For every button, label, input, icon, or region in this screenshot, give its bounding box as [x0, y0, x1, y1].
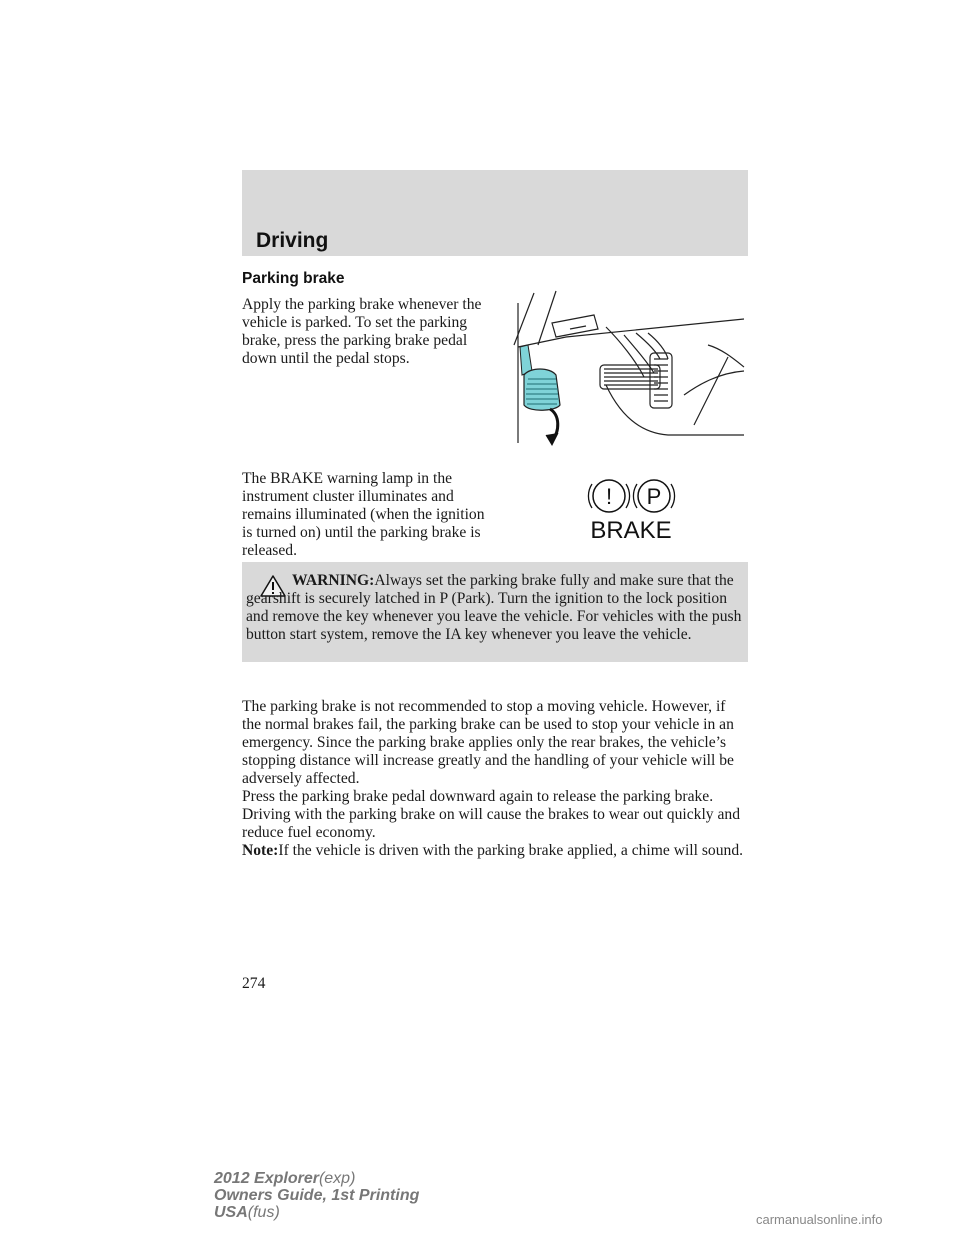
- watermark: carmanualsonline.info: [756, 1212, 883, 1227]
- parking-brake-pedal-icon: [508, 285, 748, 450]
- warning-label: WARNING:: [292, 572, 375, 589]
- warning-text: [246, 572, 746, 644]
- section-header-title: Driving: [256, 229, 329, 252]
- paragraph-set-parking-brake: Apply the parking brake whenever the vehicle is parked. To set the parking brake, press the parking brake pedal down until the pedal stops.: [242, 296, 482, 367]
- warning-body: Always set the parking brake fully and make sure that the gearshift is securely latched in P (Park). Turn the ignition to the lock position and remove the key whenever you leave the vehicle. For vehicles with the push button start system, remove the IA key whenever you leave the vehicle.: [246, 572, 742, 643]
- brake-lamp-exclamation: !: [605, 484, 613, 509]
- section-heading: Parking brake: [242, 270, 345, 287]
- footer-model-code: (exp): [318, 1170, 356, 1187]
- note-text: If the vehicle is driven with the parking brake applied, a chime will sound.: [278, 842, 744, 859]
- note-label: Note:: [242, 842, 279, 859]
- paragraph-note: [242, 842, 748, 860]
- brake-lamp-p: P: [646, 484, 662, 509]
- paragraph-emergency-use: The parking brake is not recommended to stop a moving vehicle. However, if the normal brakes fail, the parking brake can be used to stop your vehicle in an emergency. Since the parking brake applies only the rear brakes, the vehicle’s stopping distance will increase greatly and the handling of your vehicle will be adversely affected.: [242, 698, 734, 787]
- document-footer: [214, 1170, 419, 1221]
- footer-model: 2012 Explorer: [214, 1170, 319, 1187]
- footer-market: USA: [214, 1204, 248, 1221]
- brake-lamp-label: BRAKE: [590, 517, 672, 543]
- paragraph-brake-warning-lamp: The BRAKE warning lamp in the instrument cluster illuminates and remains illuminated (when the ignition is turned on) until the parking brake is released.: [242, 470, 485, 559]
- page-number: 274: [242, 975, 266, 992]
- footer-market-code: (fus): [247, 1204, 280, 1221]
- footer-guide: Owners Guide, 1st Printing: [214, 1187, 420, 1204]
- brake-warning-lamp-icon: [584, 478, 679, 543]
- paragraph-release: Press the parking brake pedal downward again to release the parking brake. Driving with the parking brake on will cause the brakes to wear out quickly and reduce fuel economy.: [242, 788, 740, 841]
